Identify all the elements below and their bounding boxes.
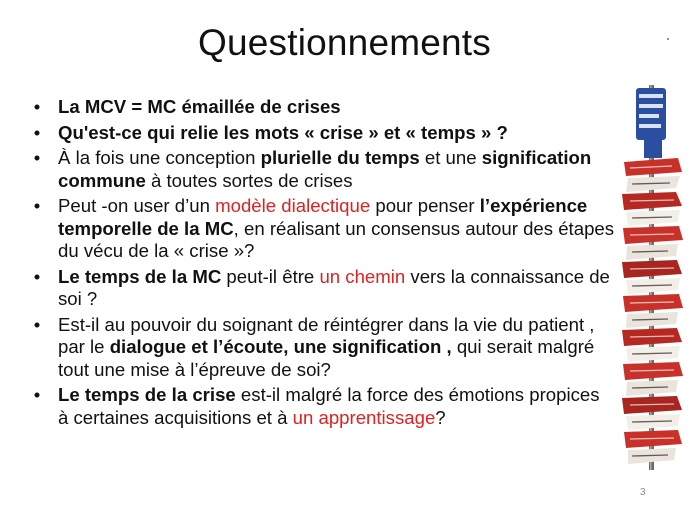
bullet-text: pour penser: [370, 195, 480, 216]
bullet-text: Qu'est-ce qui relie les mots « crise » et « temps » ?: [58, 121, 508, 143]
bullet-item: [30, 314, 615, 382]
bullet-text: dialogue et l’écoute, une signification ,: [109, 336, 452, 357]
bullet-text: Est-il au pouvoir du soignant de réintégrer dans la vie du patient , par le: [58, 313, 595, 357]
bullet-list: [30, 96, 615, 432]
bullet-item: [30, 195, 615, 263]
bullet-dot-icon: •: [33, 147, 41, 168]
bullet-text: un chemin: [319, 265, 406, 287]
bullet-text: ?: [435, 406, 446, 428]
bullet-text: signification commune: [58, 147, 592, 191]
bullet-text: Le temps de la crise: [58, 384, 236, 405]
bullet-dot-icon: •: [33, 313, 41, 335]
bullet-text: et une: [419, 147, 482, 168]
bullet-text: À la fois une conception: [58, 147, 261, 168]
bullet-item: [30, 122, 615, 145]
bullet-text: un apprentissage: [292, 406, 436, 428]
bullet-text: La MCV = MC émaillée de crises: [58, 96, 341, 117]
bullet-text: qui serait malgré tout une mise à l’épreuve de soi?: [58, 336, 595, 380]
bullet-dot-icon: •: [33, 265, 41, 287]
bullet-item: [30, 266, 615, 311]
bullet-item: [30, 384, 615, 429]
bullet-item: [30, 147, 615, 192]
bullet-text: Le temps de la MC: [58, 265, 222, 287]
bullet-text: est-il malgré la force des émotions propices à certaines acquisitions et à: [58, 384, 600, 428]
bullet-text: peut-il être: [221, 265, 320, 287]
page-number: 3: [640, 487, 646, 498]
bullet-text: l’expérience temporelle de la MC: [58, 195, 588, 239]
bullet-dot-icon: •: [33, 195, 41, 216]
bullet-text: à toutes sortes de crises: [145, 169, 353, 191]
bullet-dot-icon: •: [33, 384, 41, 405]
bullet-dot-icon: •: [33, 96, 41, 117]
slide-title: Questionnements: [197, 22, 491, 63]
signpost-illustration: [620, 80, 685, 470]
bullet-text: plurielle du temps: [260, 147, 420, 168]
bullet-text: , en réalisant un consensus autour des étapes du vécu de la « crise »?: [58, 217, 615, 261]
bullet-dot-icon: •: [33, 121, 41, 143]
bullet-text: modèle dialectique: [215, 195, 371, 216]
bullet-item: [30, 96, 615, 119]
bullet-text: vers la connaissance de soi ?: [58, 265, 610, 309]
decorative-dot: [667, 38, 669, 40]
bullet-text: Peut -on user d’un: [58, 195, 216, 216]
